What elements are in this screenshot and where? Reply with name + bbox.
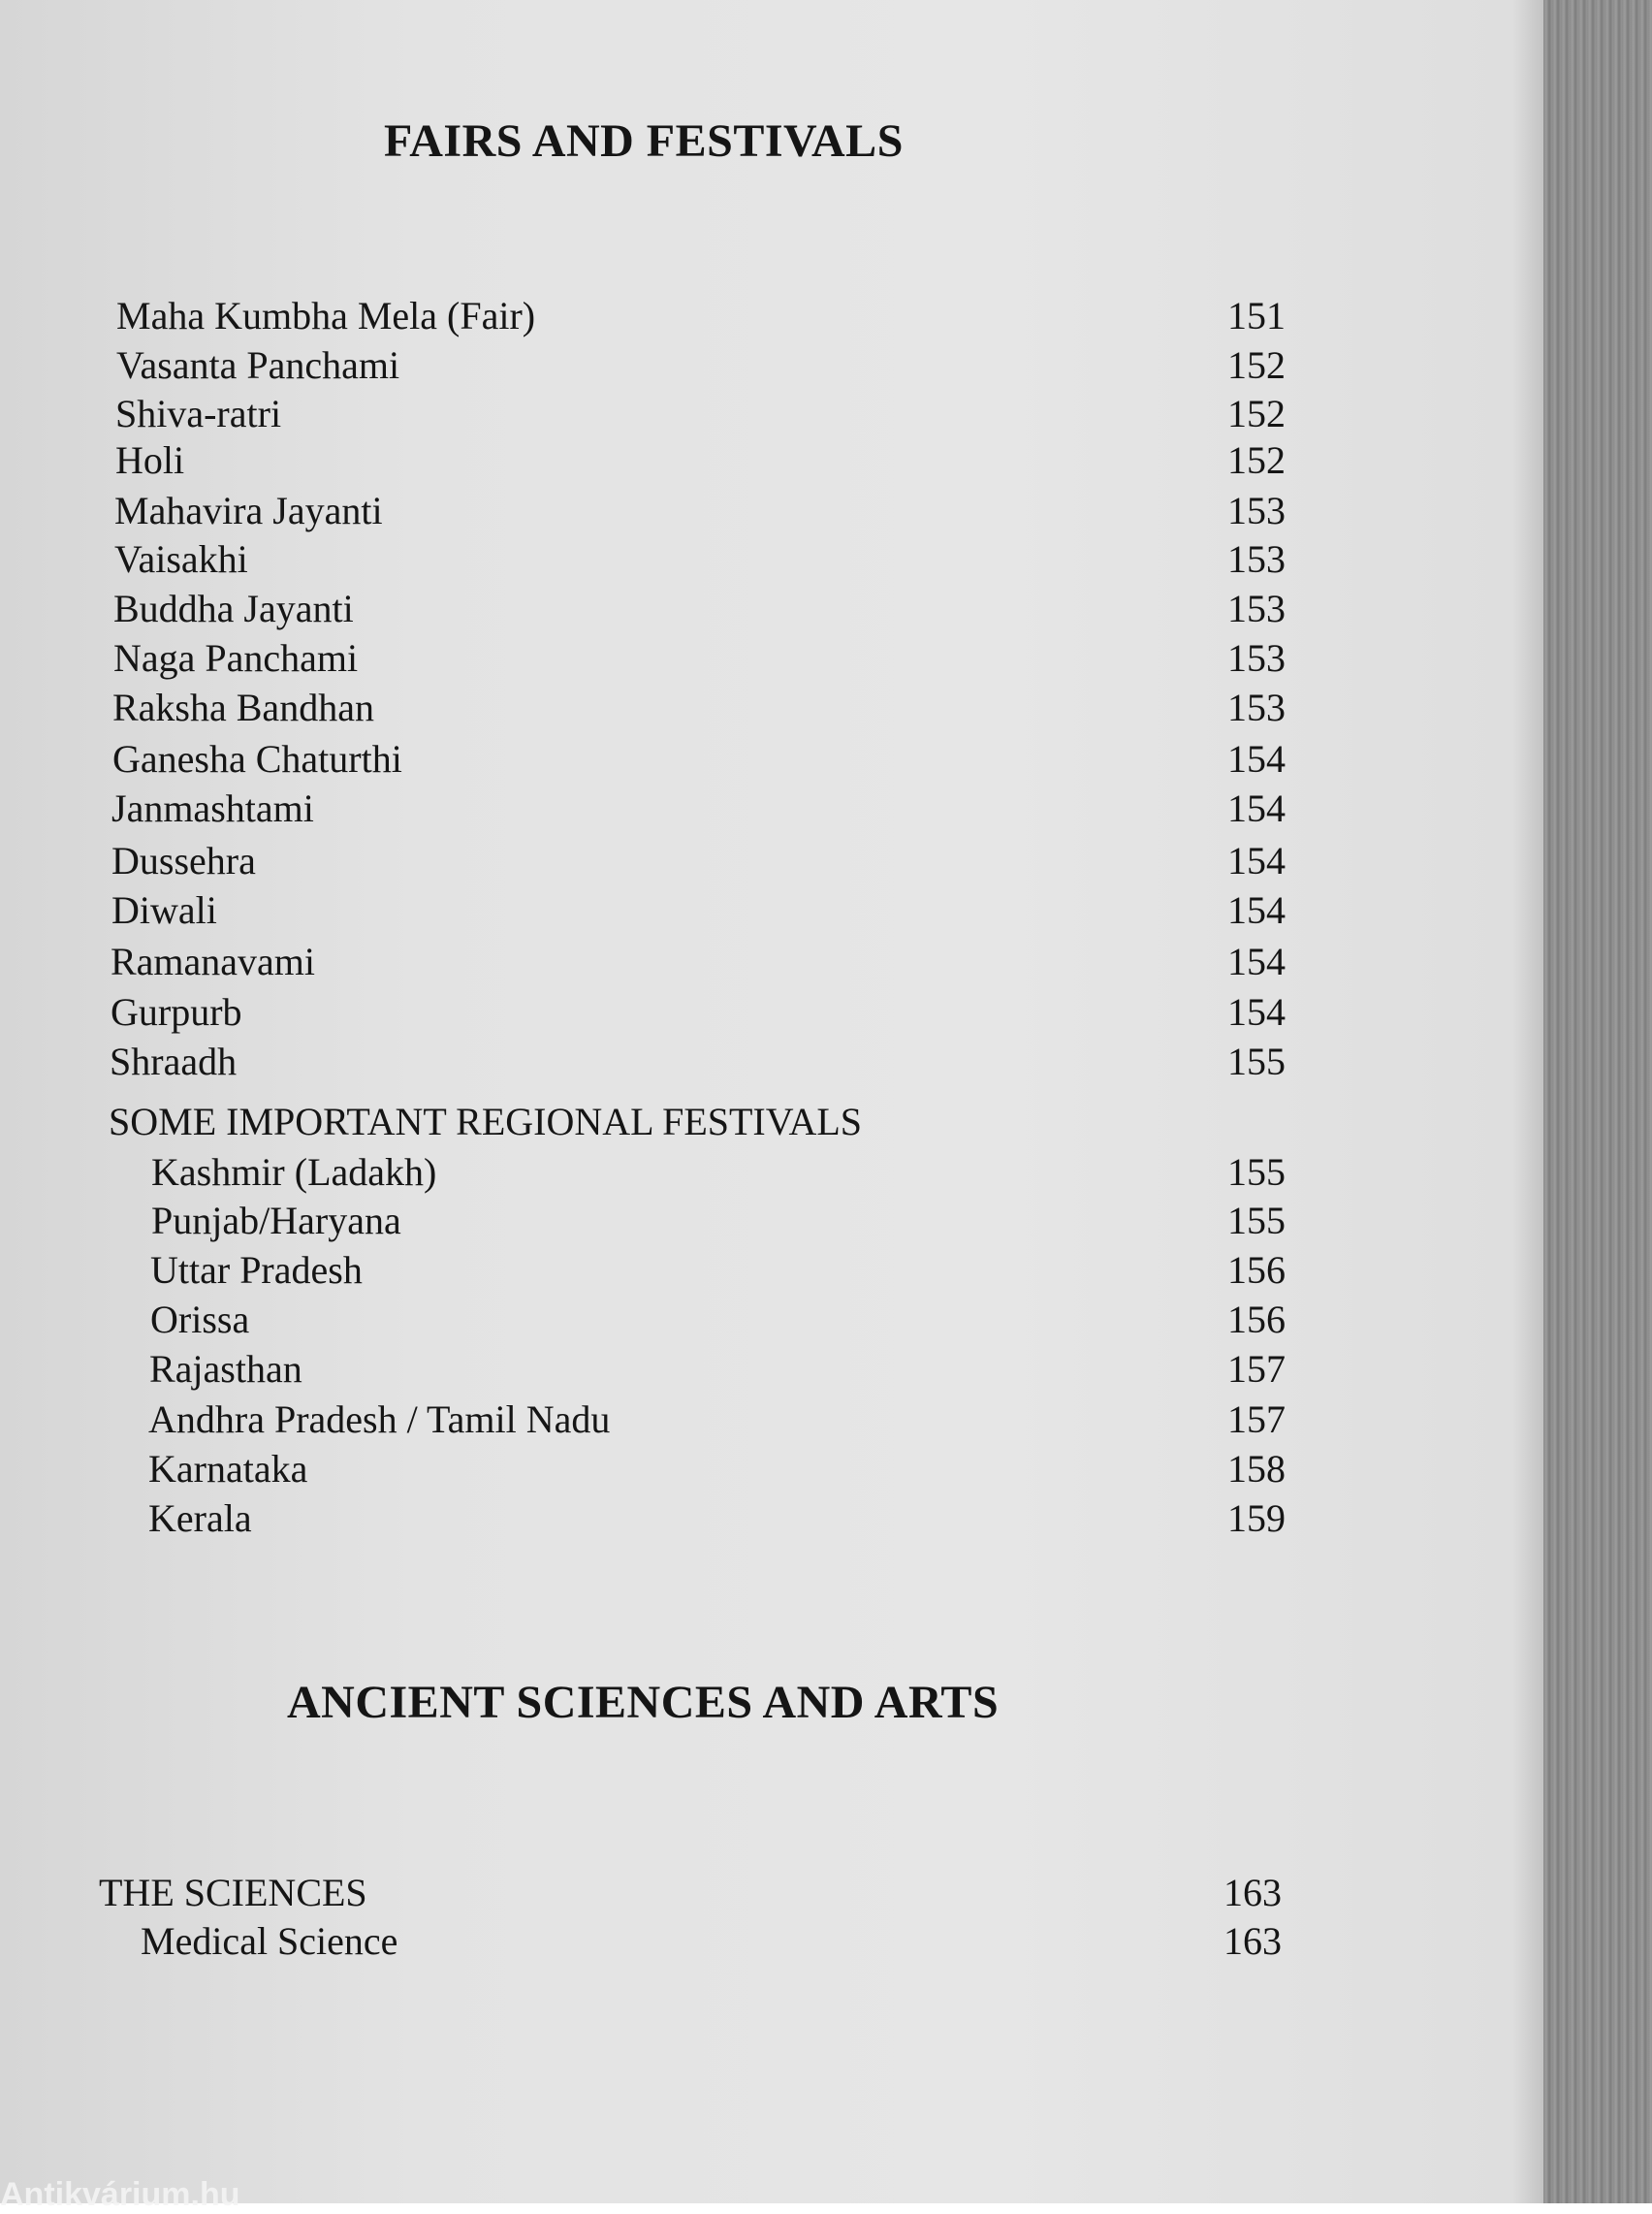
toc-entry-page: 153 xyxy=(1227,587,1286,630)
toc-entry-page: 154 xyxy=(1227,737,1286,781)
toc-entry-page: 153 xyxy=(1227,686,1286,729)
page-gutter-shadow xyxy=(1512,0,1543,2203)
toc-entry-page: 155 xyxy=(1227,1150,1286,1194)
toc-entry xyxy=(113,635,1286,682)
toc-entry xyxy=(111,838,1286,884)
regional-festivals-heading: SOME IMPORTANT REGIONAL FESTIVALS xyxy=(109,1100,863,1143)
sciences-section-title: ANCIENT SCIENCES AND ARTS xyxy=(287,1677,1000,1728)
toc-entry-label: Karnataka xyxy=(148,1447,308,1491)
toc-entry-page: 154 xyxy=(1227,888,1286,932)
toc-entry xyxy=(150,1247,1286,1294)
toc-entry-label: Gurpurb xyxy=(111,990,242,1034)
toc-entry-label: Vaisakhi xyxy=(114,537,248,581)
toc-entry xyxy=(149,1346,1286,1393)
toc-entry-label: Ganesha Chaturthi xyxy=(112,737,402,781)
toc-entry-page: 154 xyxy=(1227,990,1286,1034)
toc-entry-label: Medical Science xyxy=(141,1919,398,1963)
toc-entry xyxy=(116,293,1286,339)
toc-entry-label: Shiva-ratri xyxy=(115,392,282,435)
toc-entry xyxy=(99,1870,1282,1916)
toc-entry-label: Dussehra xyxy=(111,839,256,882)
toc-entry-page: 153 xyxy=(1227,636,1286,680)
toc-entry xyxy=(113,586,1286,632)
watermark: Antikvárium.hu xyxy=(0,2176,240,2213)
toc-entry xyxy=(112,736,1286,783)
toc-entry-page: 154 xyxy=(1227,940,1286,983)
toc-entry-page: 152 xyxy=(1227,343,1286,387)
toc-entry xyxy=(148,1446,1286,1492)
toc-entry-label: THE SCIENCES xyxy=(99,1871,367,1914)
toc-entry-label: Andhra Pradesh / Tamil Nadu xyxy=(148,1397,611,1441)
toc-entry-page: 154 xyxy=(1227,839,1286,882)
toc-entry xyxy=(111,989,1286,1036)
toc-entry-label: Naga Panchami xyxy=(113,636,359,680)
toc-entry xyxy=(148,1396,1286,1443)
toc-entry xyxy=(148,1495,1286,1542)
toc-entry-page: 157 xyxy=(1227,1397,1286,1441)
toc-entry xyxy=(141,1918,1282,1965)
toc-entry-label: Kerala xyxy=(148,1496,252,1540)
toc-entry-label: Kashmir (Ladakh) xyxy=(151,1150,437,1194)
toc-entry-label: Janmashtami xyxy=(111,786,314,830)
toc-entry-label: Uttar Pradesh xyxy=(150,1248,363,1292)
toc-entry-page: 155 xyxy=(1227,1199,1286,1242)
fairs-section-title: FAIRS AND FESTIVALS xyxy=(384,115,904,167)
toc-entry xyxy=(151,1149,1286,1196)
toc-entry-page: 156 xyxy=(1227,1298,1286,1341)
toc-entry-label: Raksha Bandhan xyxy=(112,686,374,729)
toc-entry xyxy=(115,391,1286,437)
toc-entry-label: Orissa xyxy=(150,1298,250,1341)
toc-entry-label: Mahavira Jayanti xyxy=(114,489,383,532)
toc-entry-page: 151 xyxy=(1227,294,1286,337)
toc-entry-label: Punjab/Haryana xyxy=(151,1199,401,1242)
toc-entry-page: 154 xyxy=(1227,786,1286,830)
page-stack-edge xyxy=(1543,0,1652,2203)
toc-entry xyxy=(114,536,1286,583)
toc-entry xyxy=(112,685,1286,731)
toc-entry-label: Shraadh xyxy=(110,1040,238,1083)
toc-entry-label: Diwali xyxy=(111,888,217,932)
toc-entry-page: 163 xyxy=(1223,1919,1282,1963)
toc-entry-page: 153 xyxy=(1227,489,1286,532)
toc-entry xyxy=(151,1198,1286,1244)
toc-entry-page: 152 xyxy=(1227,438,1286,482)
toc-entry-page: 157 xyxy=(1227,1347,1286,1391)
toc-entry-page: 152 xyxy=(1227,392,1286,435)
toc-entry xyxy=(111,786,1286,832)
toc-entry-label: Buddha Jayanti xyxy=(113,587,354,630)
toc-entry xyxy=(111,887,1286,934)
toc-entry-label: Maha Kumbha Mela (Fair) xyxy=(116,294,536,337)
toc-entry-page: 158 xyxy=(1227,1447,1286,1491)
toc-entry xyxy=(115,437,1286,484)
toc-entry-label: Ramanavami xyxy=(111,940,316,983)
toc-entry-page: 155 xyxy=(1227,1040,1286,1083)
toc-entry xyxy=(114,488,1286,534)
toc-entry-label: Rajasthan xyxy=(149,1347,302,1391)
toc-entry xyxy=(116,342,1286,389)
toc-entry-page: 156 xyxy=(1227,1248,1286,1292)
toc-entry-page: 159 xyxy=(1227,1496,1286,1540)
toc-entry-page: 163 xyxy=(1223,1871,1282,1914)
toc-entry xyxy=(110,1039,1286,1085)
toc-entry-label: Holi xyxy=(115,438,185,482)
toc-entry xyxy=(111,939,1286,985)
toc-entry-page: 153 xyxy=(1227,537,1286,581)
toc-entry-label: Vasanta Panchami xyxy=(116,343,400,387)
toc-entry xyxy=(150,1297,1286,1343)
